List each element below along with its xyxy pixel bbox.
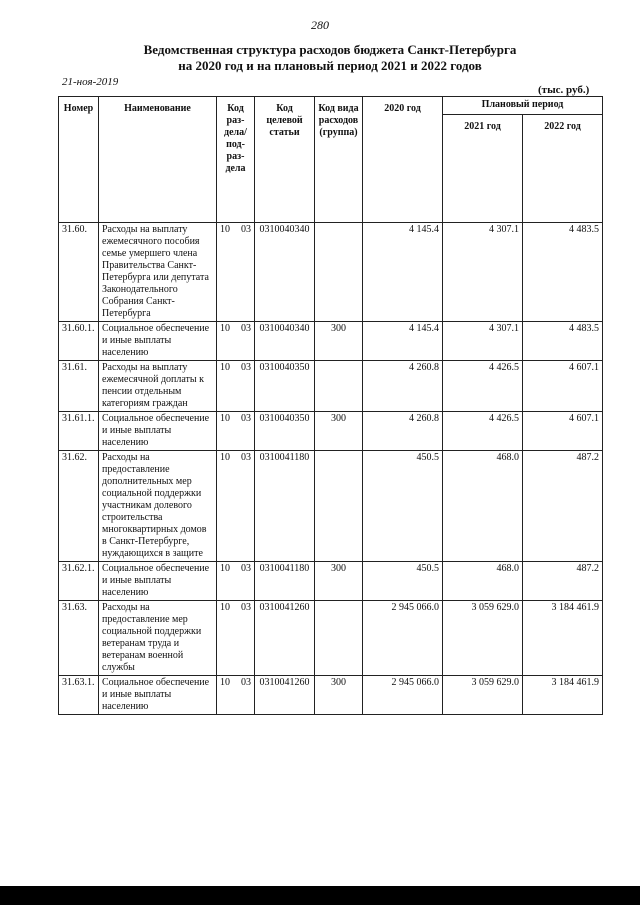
title-line-1: Ведомственная структура расходов бюджета Санкт-Петербурга	[143, 42, 517, 57]
row-value-2021: 4 426.5	[443, 361, 523, 412]
row-number: 31.62.	[59, 451, 99, 562]
row-name: Расходы на предоставление мер социальной поддержки ветеранам труда и ветеранам военной службы	[99, 601, 217, 676]
subsection-code: 03	[241, 413, 251, 424]
row-target-code: 0310040350	[255, 361, 315, 412]
row-value-2021: 4 307.1	[443, 322, 523, 361]
row-value-2020: 450.5	[363, 451, 443, 562]
row-expense-type	[315, 601, 363, 676]
row-value-2020: 4 145.4	[363, 223, 443, 322]
row-value-2022: 487.2	[523, 451, 603, 562]
row-name: Социальное обеспечение и иные выплаты населению	[99, 676, 217, 715]
row-expense-type	[315, 223, 363, 322]
header-2022: 2022 год	[523, 115, 603, 223]
section-code: 10	[220, 323, 230, 334]
row-number: 31.62.1.	[59, 562, 99, 601]
row-value-2022: 4 483.5	[523, 322, 603, 361]
row-name: Социальное обеспечение и иные выплаты населению	[99, 412, 217, 451]
row-value-2020: 2 945 066.0	[363, 601, 443, 676]
table-row	[59, 562, 603, 601]
row-section-code	[217, 562, 255, 601]
row-section-code	[217, 451, 255, 562]
header-target: Код целевой статьи	[255, 97, 315, 223]
table-body	[59, 223, 603, 715]
row-expense-type: 300	[315, 412, 363, 451]
row-value-2020: 450.5	[363, 562, 443, 601]
row-expense-type	[315, 451, 363, 562]
table-row	[59, 223, 603, 322]
row-value-2020: 2 945 066.0	[363, 676, 443, 715]
row-value-2021: 3 059 629.0	[443, 676, 523, 715]
header-name: Наименование	[99, 97, 217, 223]
subsection-code: 03	[241, 563, 251, 574]
row-section-code	[217, 676, 255, 715]
row-number: 31.63.	[59, 601, 99, 676]
row-value-2021: 468.0	[443, 451, 523, 562]
table-header	[59, 97, 603, 223]
row-value-2021: 4 426.5	[443, 412, 523, 451]
subsection-code: 03	[241, 452, 251, 463]
row-expense-type	[315, 361, 363, 412]
row-section-code	[217, 322, 255, 361]
row-name: Социальное обеспечение и иные выплаты населению	[99, 322, 217, 361]
row-value-2022: 4 607.1	[523, 412, 603, 451]
row-value-2022: 3 184 461.9	[523, 676, 603, 715]
row-target-code: 0310040340	[255, 223, 315, 322]
row-number: 31.61.	[59, 361, 99, 412]
row-name: Социальное обеспечение и иные выплаты населению	[99, 562, 217, 601]
row-expense-type: 300	[315, 562, 363, 601]
row-name: Расходы на выплату ежемесячного пособия семье умершего члена Правительства Санкт-Петербурга или депутата Законодательного Собрания Санкт-Петербурга	[99, 223, 217, 322]
table-row	[59, 601, 603, 676]
header-2020: 2020 год	[363, 97, 443, 223]
section-code: 10	[220, 452, 230, 463]
row-expense-type: 300	[315, 322, 363, 361]
section-code: 10	[220, 563, 230, 574]
row-value-2022: 4 483.5	[523, 223, 603, 322]
subsection-code: 03	[241, 602, 251, 613]
scan-bottom-border	[0, 886, 640, 905]
row-target-code: 0310041180	[255, 451, 315, 562]
row-number: 31.60.1.	[59, 322, 99, 361]
document-title	[60, 42, 600, 74]
page-number: 280	[311, 18, 329, 32]
row-number: 31.60.	[59, 223, 99, 322]
row-number: 31.61.1.	[59, 412, 99, 451]
header-2021: 2021 год	[443, 115, 523, 223]
row-value-2022: 487.2	[523, 562, 603, 601]
row-value-2022: 4 607.1	[523, 361, 603, 412]
row-expense-type: 300	[315, 676, 363, 715]
header-planned-period: Плановый период	[443, 97, 603, 115]
row-value-2021: 468.0	[443, 562, 523, 601]
row-value-2021: 4 307.1	[443, 223, 523, 322]
row-number: 31.63.1.	[59, 676, 99, 715]
row-value-2020: 4 260.8	[363, 361, 443, 412]
row-section-code	[217, 361, 255, 412]
table-row	[59, 451, 603, 562]
table-row	[59, 676, 603, 715]
header-expense-type: Код вида расходов (группа)	[315, 97, 363, 223]
row-section-code	[217, 412, 255, 451]
row-target-code: 0310040340	[255, 322, 315, 361]
table-row	[59, 361, 603, 412]
header-number: Номер	[59, 97, 99, 223]
budget-table	[58, 96, 603, 715]
row-value-2022: 3 184 461.9	[523, 601, 603, 676]
row-value-2021: 3 059 629.0	[443, 601, 523, 676]
row-target-code: 0310041180	[255, 562, 315, 601]
table-row	[59, 322, 603, 361]
row-value-2020: 4 145.4	[363, 322, 443, 361]
section-code: 10	[220, 362, 230, 373]
row-section-code	[217, 223, 255, 322]
row-target-code: 0310041260	[255, 601, 315, 676]
section-code: 10	[220, 602, 230, 613]
row-target-code: 0310041260	[255, 676, 315, 715]
table-row	[59, 412, 603, 451]
document-date: 21-ноя-2019	[62, 76, 119, 88]
section-code: 10	[220, 413, 230, 424]
subsection-code: 03	[241, 677, 251, 688]
subsection-code: 03	[241, 224, 251, 235]
row-target-code: 0310040350	[255, 412, 315, 451]
subsection-code: 03	[241, 323, 251, 334]
row-section-code	[217, 601, 255, 676]
row-name: Расходы на выплату ежемесячной доплаты к пенсии отдельным категориям граждан	[99, 361, 217, 412]
title-line-2: на 2020 год и на плановый период 2021 и 2022 годов	[178, 58, 482, 73]
section-code: 10	[220, 677, 230, 688]
section-code: 10	[220, 224, 230, 235]
header-section: Код раз-дела/ под-раз-дела	[217, 97, 255, 223]
subsection-code: 03	[241, 362, 251, 373]
units-label: (тыс. руб.)	[538, 84, 590, 96]
row-name: Расходы на предоставление дополнительных мер социальной поддержки участникам долевого строительства многоквартирных домов в Санкт-Петербурге, нуждающихся в защите	[99, 451, 217, 562]
row-value-2020: 4 260.8	[363, 412, 443, 451]
